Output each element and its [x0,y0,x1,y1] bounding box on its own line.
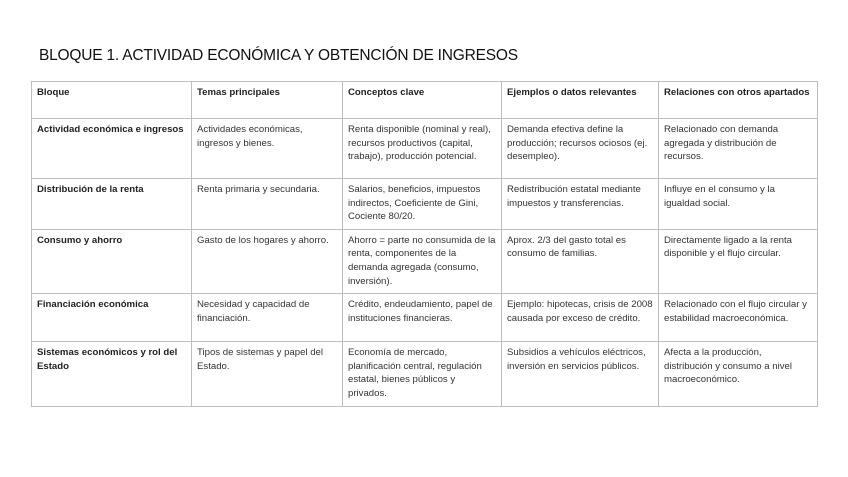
cell-ejemplos: Ejemplo: hipotecas, crisis de 2008 causada por exceso de crédito. [502,294,659,342]
header-conceptos-clave: Conceptos clave [343,82,502,119]
document-title: BLOQUE 1. ACTIVIDAD ECONÓMICA Y OBTENCIÓN DE INGRESOS [39,47,518,64]
cell-bloque: Actividad económica e ingresos [32,119,192,179]
cell-ejemplos: Redistribución estatal mediante impuestos y transferencias. [502,179,659,230]
cell-ejemplos: Demanda efectiva define la producción; recursos ociosos (ej. desempleo). [502,119,659,179]
cell-temas: Actividades económicas, ingresos y bienes. [192,119,343,179]
table-row [32,119,818,179]
cell-ejemplos: Subsidios a vehículos eléctricos, inversión en servicios públicos. [502,342,659,406]
cell-conceptos: Ahorro = parte no consumida de la renta, componentes de la demanda agregada (consumo, inversión). [343,229,502,293]
cell-bloque: Sistemas económicos y rol del Estado [32,342,192,406]
cell-bloque: Financiación económica [32,294,192,342]
summary-table [31,81,818,407]
cell-ejemplos: Aprox. 2/3 del gasto total es consumo de familias. [502,229,659,293]
cell-conceptos: Crédito, endeudamiento, papel de instituciones financieras. [343,294,502,342]
header-ejemplos: Ejemplos o datos relevantes [502,82,659,119]
table-row [32,179,818,230]
cell-conceptos: Economía de mercado, planificación central, regulación estatal, bienes públicos y privados. [343,342,502,406]
cell-conceptos: Salarios, beneficios, impuestos indirectos, Coeficiente de Gini, Cociente 80/20. [343,179,502,230]
cell-conceptos: Renta disponible (nominal y real), recursos productivos (capital, trabajo), producción potencial. [343,119,502,179]
table-header-row [32,82,818,119]
table-row [32,294,818,342]
cell-relaciones: Directamente ligado a la renta disponible y el flujo circular. [659,229,818,293]
cell-bloque: Consumo y ahorro [32,229,192,293]
table-row [32,342,818,406]
cell-bloque: Distribución de la renta [32,179,192,230]
header-temas-principales: Temas principales [192,82,343,119]
cell-temas: Renta primaria y secundaria. [192,179,343,230]
cell-relaciones: Afecta a la producción, distribución y consumo a nivel macroeconómico. [659,342,818,406]
header-relaciones: Relaciones con otros apartados [659,82,818,119]
cell-relaciones: Relacionado con el flujo circular y estabilidad macroeconómica. [659,294,818,342]
header-bloque: Bloque [32,82,192,119]
cell-relaciones: Influye en el consumo y la igualdad social. [659,179,818,230]
cell-temas: Gasto de los hogares y ahorro. [192,229,343,293]
cell-temas: Necesidad y capacidad de financiación. [192,294,343,342]
table-row [32,229,818,293]
cell-temas: Tipos de sistemas y papel del Estado. [192,342,343,406]
cell-relaciones: Relacionado con demanda agregada y distribución de recursos. [659,119,818,179]
